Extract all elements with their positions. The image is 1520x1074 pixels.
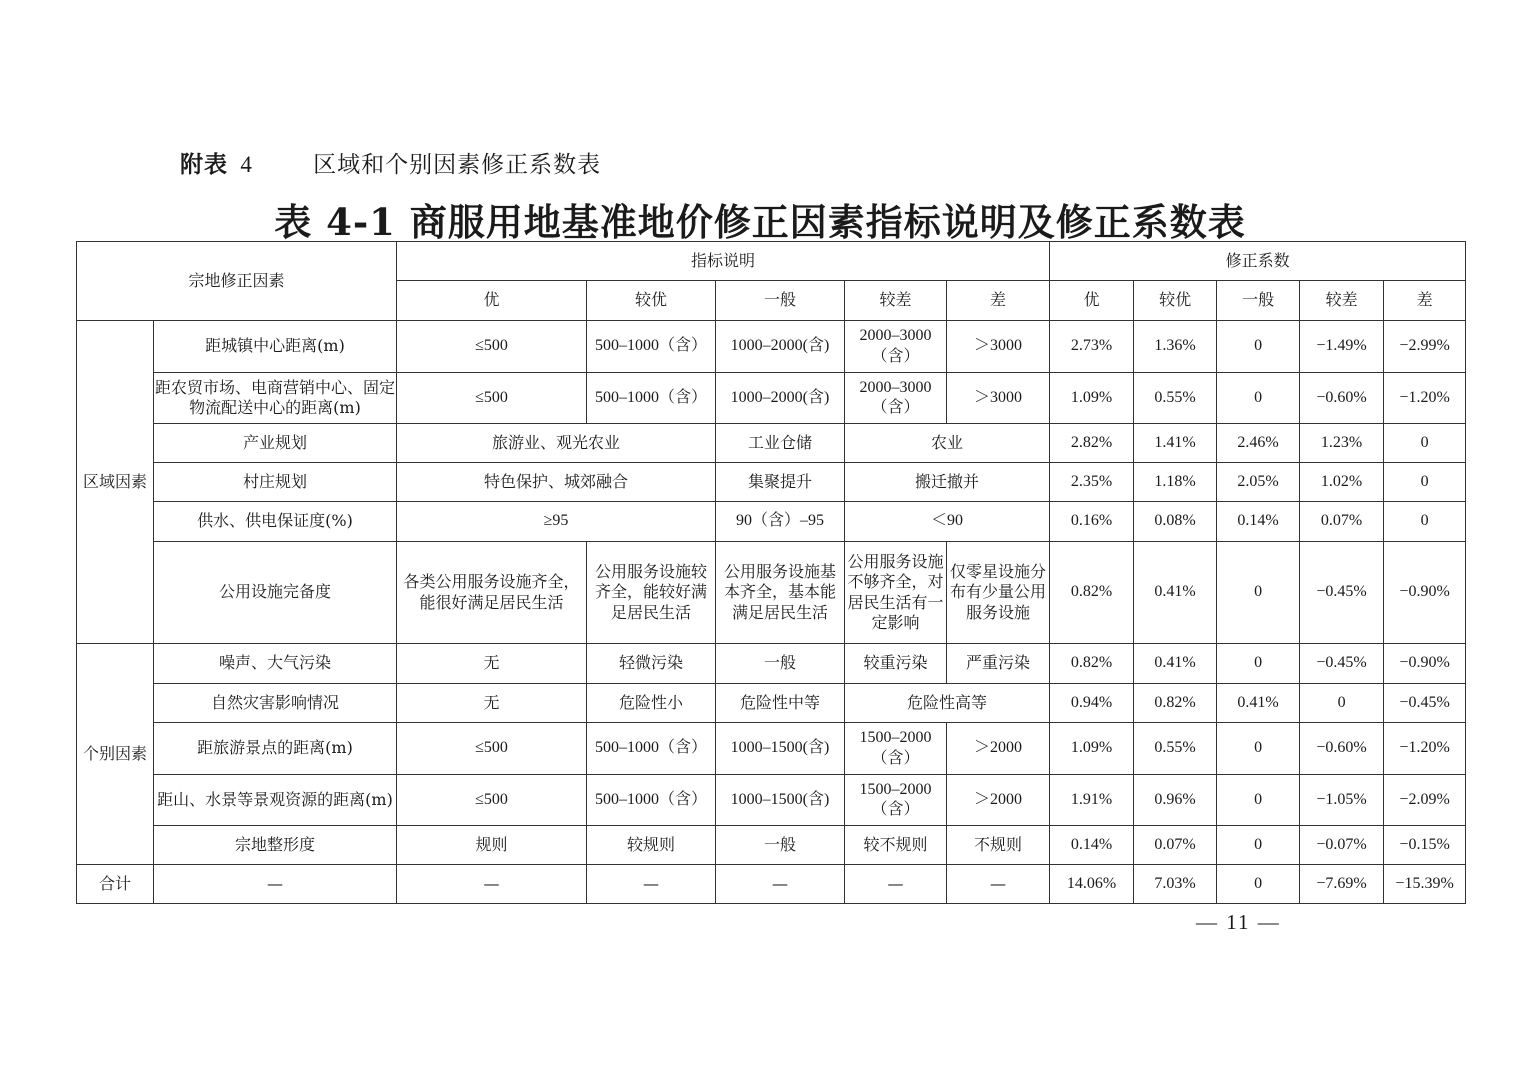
header-row-groups: [77, 242, 1466, 281]
factor-cell: 供水、供电保证度(%): [154, 502, 397, 542]
coef-cell: −1.05%: [1300, 775, 1384, 826]
total-dash-cell: —: [947, 865, 1050, 904]
coef-cell: 0.16%: [1050, 502, 1134, 542]
header-factor: 宗地修正因素: [77, 242, 397, 321]
indicator-cell: 500–1000（含）: [587, 321, 716, 373]
table-row: [77, 424, 1466, 463]
indicator-cell: 公用服务设施较齐全，能较好满足居民生活: [587, 542, 716, 644]
coef-cell: −2.09%: [1384, 775, 1466, 826]
indicator-cell: 轻微污染: [587, 644, 716, 684]
coef-cell: 1.36%: [1134, 321, 1217, 373]
indicator-cell: 各类公用服务设施齐全，能很好满足居民生活: [397, 542, 587, 644]
header-ind-level: 较优: [587, 281, 716, 321]
coef-cell: 0: [1217, 321, 1300, 373]
factor-cell: 产业规划: [154, 424, 397, 463]
coef-cell: 0.14%: [1050, 826, 1134, 865]
indicator-cell: 2000–3000（含）: [845, 321, 947, 373]
indicator-cell: 500–1000（含）: [587, 373, 716, 424]
coef-cell: 0.94%: [1050, 684, 1134, 723]
factor-cell: 噪声、大气污染: [154, 644, 397, 684]
indicator-cell: 一般: [716, 826, 845, 865]
appendix-label: 附表: [180, 151, 228, 178]
coef-cell: −0.07%: [1300, 826, 1384, 865]
appendix-heading: [180, 146, 601, 179]
coef-cell: 1.18%: [1134, 463, 1217, 502]
table-row: [77, 826, 1466, 865]
indicator-cell: 集聚提升: [716, 463, 845, 502]
coef-cell: −0.90%: [1384, 644, 1466, 684]
indicator-cell: 特色保护、城郊融合: [397, 463, 716, 502]
indicator-cell: ≤500: [397, 723, 587, 775]
header-coef-level: 差: [1384, 281, 1466, 321]
coef-cell: 0.82%: [1050, 644, 1134, 684]
indicator-cell: ＞3000: [947, 321, 1050, 373]
indicator-cell: 工业仓储: [716, 424, 845, 463]
header-ind-level: 差: [947, 281, 1050, 321]
coef-cell: −0.90%: [1384, 542, 1466, 644]
table-row: [77, 644, 1466, 684]
table-row: [77, 463, 1466, 502]
coef-cell: 2.82%: [1050, 424, 1134, 463]
indicator-cell: 1000–2000(含): [716, 321, 845, 373]
indicator-cell: ≤500: [397, 775, 587, 826]
indicator-cell: 危险性中等: [716, 684, 845, 723]
indicator-cell: 500–1000（含）: [587, 775, 716, 826]
indicator-cell: 1000–2000(含): [716, 373, 845, 424]
total-dash-cell: —: [845, 865, 947, 904]
factor-cell: 自然灾害影响情况: [154, 684, 397, 723]
indicator-cell: 较不规则: [845, 826, 947, 865]
header-coef-level: 优: [1050, 281, 1134, 321]
indicator-cell: 90（含）–95: [716, 502, 845, 542]
indicator-cell: 不规则: [947, 826, 1050, 865]
indicator-cell: ＜90: [845, 502, 1050, 542]
coef-cell: 0: [1217, 775, 1300, 826]
coef-cell: −0.45%: [1300, 542, 1384, 644]
header-ind-level: 优: [397, 281, 587, 321]
coef-cell: 0: [1384, 502, 1466, 542]
header-coef-level: 较差: [1300, 281, 1384, 321]
coef-cell: 0: [1217, 373, 1300, 424]
coef-cell: 1.09%: [1050, 723, 1134, 775]
total-row: [77, 865, 1466, 904]
indicator-cell: 严重污染: [947, 644, 1050, 684]
indicator-cell: 仅零星设施分布有少量公用服务设施: [947, 542, 1050, 644]
coef-cell: 0: [1384, 424, 1466, 463]
indicator-cell: ≤500: [397, 321, 587, 373]
indicator-cell: 搬迁撤并: [845, 463, 1050, 502]
coef-cell: 1.41%: [1134, 424, 1217, 463]
coef-cell: 2.46%: [1217, 424, 1300, 463]
coef-cell: 1.23%: [1300, 424, 1384, 463]
coef-cell: −0.15%: [1384, 826, 1466, 865]
total-coef-cell: 7.03%: [1134, 865, 1217, 904]
indicator-cell: 旅游业、观光农业: [397, 424, 716, 463]
header-ind-level: 一般: [716, 281, 845, 321]
correction-table: [76, 241, 1466, 904]
indicator-cell: 无: [397, 644, 587, 684]
indicator-cell: ＞2000: [947, 723, 1050, 775]
indicator-cell: 1500–2000（含）: [845, 775, 947, 826]
factor-cell: 宗地整形度: [154, 826, 397, 865]
indicator-cell: 一般: [716, 644, 845, 684]
factor-cell: 距城镇中心距离(m): [154, 321, 397, 373]
indicator-cell: ≤500: [397, 373, 587, 424]
indicator-cell: 1000–1500(含): [716, 723, 845, 775]
indicator-cell: ＞3000: [947, 373, 1050, 424]
table-title: 表 4-1 商服用地基准地价修正因素指标说明及修正系数表: [274, 200, 1246, 244]
total-label: 合计: [77, 865, 154, 904]
coef-cell: 0.08%: [1134, 502, 1217, 542]
indicator-cell: 农业: [845, 424, 1050, 463]
coef-cell: −0.45%: [1300, 644, 1384, 684]
table-row: [77, 684, 1466, 723]
coef-cell: 0.82%: [1050, 542, 1134, 644]
coef-cell: 0.96%: [1134, 775, 1217, 826]
indicator-cell: 公用服务设施基本齐全，基本能满足居民生活: [716, 542, 845, 644]
total-coef-cell: −15.39%: [1384, 865, 1466, 904]
table-row: [77, 321, 1466, 373]
indicator-cell: ≥95: [397, 502, 716, 542]
coef-cell: −0.60%: [1300, 723, 1384, 775]
indicator-cell: 规则: [397, 826, 587, 865]
indicator-cell: 危险性高等: [845, 684, 1050, 723]
total-coef-cell: 0: [1217, 865, 1300, 904]
total-dash-cell: —: [716, 865, 845, 904]
coef-cell: 0.07%: [1134, 826, 1217, 865]
coef-cell: 1.02%: [1300, 463, 1384, 502]
indicator-cell: 2000–3000（含）: [845, 373, 947, 424]
indicator-cell: 公用服务设施不够齐全，对居民生活有一定影响: [845, 542, 947, 644]
factor-cell: 距旅游景点的距离(m): [154, 723, 397, 775]
factor-cell: 距山、水景等景观资源的距离(m): [154, 775, 397, 826]
coef-cell: 0.55%: [1134, 373, 1217, 424]
indicator-cell: 1000–1500(含): [716, 775, 845, 826]
total-coef-cell: −7.69%: [1300, 865, 1384, 904]
coef-cell: 0: [1217, 826, 1300, 865]
group-regional: 区域因素: [77, 321, 154, 644]
coef-cell: 0.41%: [1134, 644, 1217, 684]
total-dash-cell: —: [154, 865, 397, 904]
factor-cell: 距农贸市场、电商营销中心、固定物流配送中心的距离(m): [154, 373, 397, 424]
coef-cell: 0: [1217, 644, 1300, 684]
indicator-cell: ＞2000: [947, 775, 1050, 826]
indicator-cell: 500–1000（含）: [587, 723, 716, 775]
coef-cell: −1.20%: [1384, 723, 1466, 775]
indicator-cell: 较重污染: [845, 644, 947, 684]
coef-cell: −0.60%: [1300, 373, 1384, 424]
indicator-cell: 无: [397, 684, 587, 723]
header-coef-group: 修正系数: [1050, 242, 1466, 281]
coef-cell: 0: [1300, 684, 1384, 723]
total-coef-cell: 14.06%: [1050, 865, 1134, 904]
coef-cell: 0.14%: [1217, 502, 1300, 542]
table-row: [77, 373, 1466, 424]
table-row: [77, 502, 1466, 542]
coef-cell: −2.99%: [1384, 321, 1466, 373]
coef-cell: 0: [1217, 542, 1300, 644]
coef-cell: −1.49%: [1300, 321, 1384, 373]
header-indicator-group: 指标说明: [397, 242, 1050, 281]
indicator-cell: 1500–2000（含）: [845, 723, 947, 775]
coef-cell: 2.73%: [1050, 321, 1134, 373]
factor-cell: 公用设施完备度: [154, 542, 397, 644]
coef-cell: 2.05%: [1217, 463, 1300, 502]
total-dash-cell: —: [587, 865, 716, 904]
factor-cell: 村庄规划: [154, 463, 397, 502]
coef-cell: 0.82%: [1134, 684, 1217, 723]
coef-cell: −0.45%: [1384, 684, 1466, 723]
table-row: [77, 542, 1466, 644]
coef-cell: 0.07%: [1300, 502, 1384, 542]
appendix-subtitle: 区域和个别因素修正系数表: [313, 152, 602, 178]
coef-cell: 0.41%: [1134, 542, 1217, 644]
indicator-cell: 较规则: [587, 826, 716, 865]
coef-cell: 0: [1217, 723, 1300, 775]
header-coef-level: 较优: [1134, 281, 1217, 321]
coef-cell: 2.35%: [1050, 463, 1134, 502]
page-number: — 11 —: [1196, 910, 1281, 934]
table-row: [77, 723, 1466, 775]
indicator-cell: 危险性小: [587, 684, 716, 723]
header-coef-level: 一般: [1217, 281, 1300, 321]
table-row: [77, 775, 1466, 826]
coef-cell: −1.20%: [1384, 373, 1466, 424]
group-individual: 个别因素: [77, 644, 154, 865]
coef-cell: 0.41%: [1217, 684, 1300, 723]
appendix-number: 4: [240, 152, 253, 177]
coef-cell: 1.09%: [1050, 373, 1134, 424]
coef-cell: 0: [1384, 463, 1466, 502]
header-ind-level: 较差: [845, 281, 947, 321]
coef-cell: 1.91%: [1050, 775, 1134, 826]
total-dash-cell: —: [397, 865, 587, 904]
coef-cell: 0.55%: [1134, 723, 1217, 775]
